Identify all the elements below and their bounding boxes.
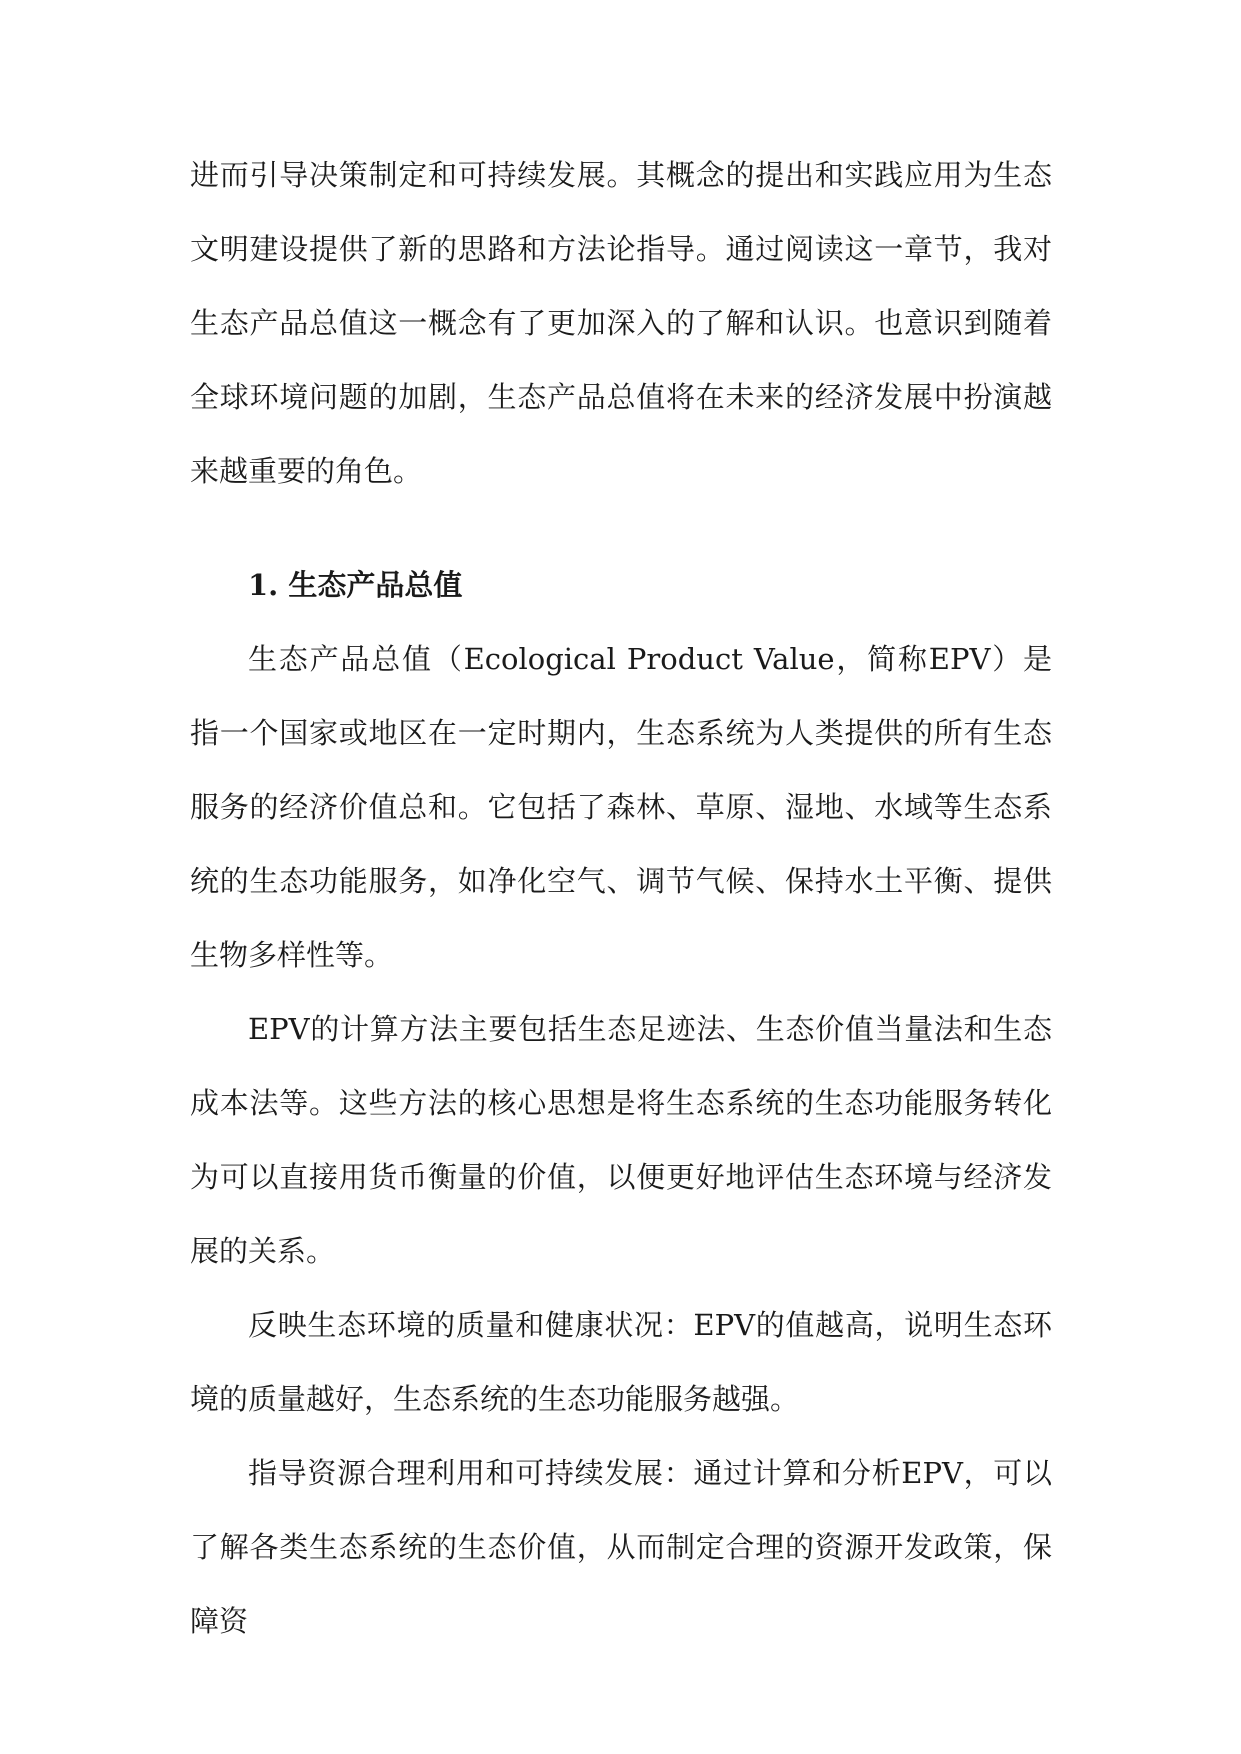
intro-paragraph: 进而引导决策制定和可持续发展。其概念的提出和实践应用为生态文明建设提供了新的思路和方法论指导。通过阅读这一章节，我对生态产品总值这一概念有了更加深入的了解和认识。也意识到随着全球环境问题的加剧，生态产品总值将在未来的经济发展中扮演越来越重要的角色。: [190, 158, 1052, 488]
section-spacer: [190, 508, 1052, 548]
section-heading: 1. 生态产品总值: [248, 568, 463, 602]
paragraph-epv-quality: 反映生态环境的质量和健康状况：EPV的值越高，说明生态环境的质量越好，生态系统的生态功能服务越强。: [190, 1308, 1052, 1416]
paragraph-epv-guidance: 指导资源合理利用和可持续发展：通过计算和分析EPV，可以了解各类生态系统的生态价值，从而制定合理的资源开发政策，保障资: [190, 1456, 1052, 1638]
paragraph-epv-definition: 生态产品总值（Ecological Product Value，简称EPV）是指一个国家或地区在一定时期内，生态系统为人类提供的所有生态服务的经济价值总和。它包括了森林、草原、湿地、水域等生态系统的生态功能服务，如净化空气、调节气候、保持水土平衡、提供生物多样性等。: [190, 642, 1052, 972]
paragraph-epv-methods: EPV的计算方法主要包括生态足迹法、生态价值当量法和生态成本法等。这些方法的核心思想是将生态系统的生态功能服务转化为可以直接用货币衡量的价值，以便更好地评估生态环境与经济发展的关系。: [190, 1012, 1052, 1268]
document-body: [190, 138, 1052, 1658]
